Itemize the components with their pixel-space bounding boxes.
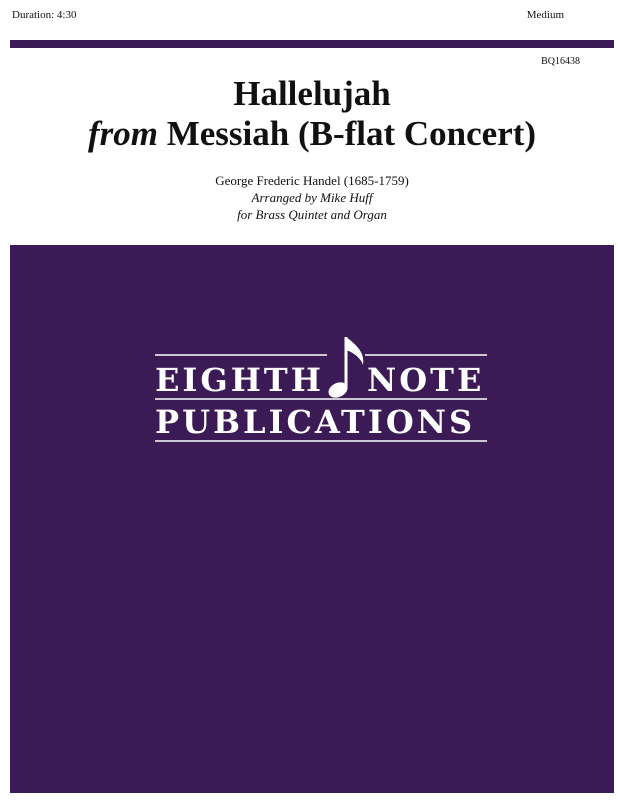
top-meta-row bbox=[10, 6, 608, 24]
title-subtitle-rest: Messiah (B-flat Concert) bbox=[157, 114, 537, 153]
title-main: Hallelujah bbox=[233, 74, 391, 113]
publisher-logo-graphic bbox=[131, 337, 485, 452]
instrumentation-credit: for Brass Quintet and Organ bbox=[237, 207, 387, 222]
cover-panel bbox=[10, 245, 614, 793]
title-block bbox=[10, 74, 614, 223]
logo-word-eighth: EIGHTH bbox=[155, 361, 324, 399]
catalog-number: BQ16438 bbox=[541, 56, 580, 67]
logo-word-note: NOTE bbox=[367, 361, 485, 399]
logo-word-publications: PUBLICATIONS bbox=[155, 403, 476, 441]
publisher-logo bbox=[131, 337, 485, 452]
duration-label: Duration: 4:30 bbox=[12, 9, 77, 21]
eighth-note-icon bbox=[326, 337, 363, 401]
title-from-word: from bbox=[87, 114, 158, 153]
arranger-credit: Arranged by Mike Huff bbox=[251, 190, 373, 205]
top-accent-bar bbox=[10, 40, 614, 48]
title-subtitle bbox=[10, 114, 614, 154]
composer-credit: George Frederic Handel (1685-1759) bbox=[215, 173, 409, 188]
difficulty-label: Medium bbox=[526, 9, 564, 21]
